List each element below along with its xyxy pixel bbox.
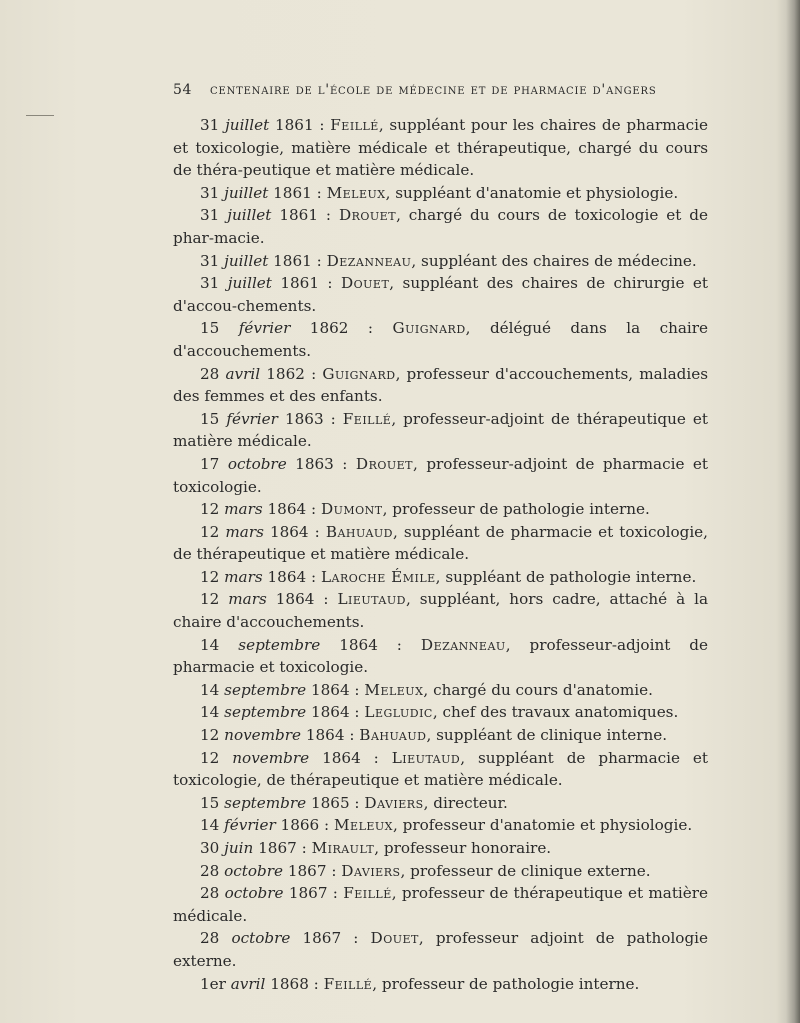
entry-year: 1861 bbox=[273, 251, 312, 270]
entry-month: février bbox=[226, 409, 278, 428]
entry-year: 1861 bbox=[280, 274, 319, 293]
entry-person-name: Drouet bbox=[338, 206, 397, 225]
entry-person-name: Feillé bbox=[343, 884, 392, 903]
entry-separator: : bbox=[326, 861, 342, 880]
entry-separator: : bbox=[317, 206, 339, 225]
chronology-entry bbox=[173, 973, 708, 996]
margin-mark bbox=[26, 115, 54, 116]
entry-description: , suppléant des chaires de chirurgie et d'accou-chements. bbox=[173, 274, 708, 315]
entry-separator: : bbox=[314, 590, 338, 609]
entry-month: octobre bbox=[227, 454, 287, 473]
entry-month: octobre bbox=[224, 861, 284, 880]
entry-year: 1864 bbox=[339, 635, 378, 654]
entry-month: mars bbox=[225, 522, 264, 541]
entry-description: , directeur. bbox=[423, 793, 508, 812]
entry-separator: : bbox=[341, 929, 371, 948]
entry-separator: : bbox=[296, 839, 312, 857]
chronology-entry bbox=[173, 588, 708, 633]
entry-year: 1868 bbox=[270, 974, 309, 993]
page-edge-shadow bbox=[786, 0, 800, 1023]
entry-year: 1866 bbox=[280, 816, 320, 835]
entry-person-name: Drouet bbox=[355, 454, 414, 473]
entry-day: 12 bbox=[200, 500, 220, 519]
entry-year: 1861 bbox=[273, 183, 312, 202]
chronology-entry bbox=[173, 272, 708, 317]
entry-description: , suppléant des chaires de médecine. bbox=[411, 251, 697, 270]
chronology-entry bbox=[173, 182, 708, 205]
entry-year: 1863 bbox=[284, 409, 324, 428]
entry-description: , professeur de pathologie interne. bbox=[382, 500, 650, 519]
entry-description: , professeur-adjoint de pharmacie et toxicologie. bbox=[173, 635, 708, 677]
entry-separator: : bbox=[360, 748, 392, 767]
entry-separator: : bbox=[349, 680, 365, 699]
chronology-entry bbox=[173, 566, 708, 589]
entry-person-name: Mirault bbox=[311, 839, 375, 857]
entry-person-name: Meleux bbox=[333, 816, 394, 835]
entry-day: 28 bbox=[200, 929, 220, 948]
entry-day: 14 bbox=[200, 703, 220, 722]
entry-month: juillet bbox=[227, 206, 272, 225]
entry-person-name: Douet bbox=[340, 274, 390, 293]
chronology-entry bbox=[173, 204, 708, 249]
entry-day: 1er bbox=[200, 974, 226, 993]
entry-year: 1864 bbox=[269, 522, 309, 541]
entry-day: 31 bbox=[200, 183, 220, 202]
entry-day: 14 bbox=[200, 816, 220, 835]
entry-person-name: Legludic bbox=[364, 703, 433, 722]
entry-month: février bbox=[238, 319, 291, 338]
entry-month: novembre bbox=[224, 726, 302, 745]
entry-month: avril bbox=[225, 364, 261, 383]
entry-day: 31 bbox=[200, 206, 220, 225]
entry-month: septembre bbox=[224, 703, 307, 722]
entry-person-name: Dezanneau bbox=[420, 635, 506, 654]
entry-year: 1861 bbox=[279, 206, 318, 225]
entry-month: novembre bbox=[232, 748, 310, 767]
entry-separator: : bbox=[306, 567, 321, 586]
entry-year: 1864 bbox=[322, 748, 361, 767]
entry-separator: : bbox=[306, 500, 321, 519]
chronology-entry bbox=[173, 814, 708, 837]
entry-day: 31 bbox=[200, 116, 220, 134]
entry-description: , chargé du cours de toxicologie et de phar-macie. bbox=[173, 206, 708, 247]
entry-year: 1867 bbox=[258, 839, 297, 857]
chronology-entry bbox=[173, 724, 708, 747]
entry-separator: : bbox=[313, 116, 331, 134]
entry-day: 28 bbox=[200, 364, 220, 383]
chronology-entry bbox=[173, 634, 708, 679]
chronology-entry bbox=[173, 882, 708, 927]
entry-person-name: Feillé bbox=[330, 116, 379, 134]
entry-description: , suppléant de clinique interne. bbox=[426, 726, 668, 745]
page-number: 54 bbox=[173, 82, 193, 98]
chronology-entry bbox=[173, 927, 708, 972]
page-header bbox=[173, 82, 708, 98]
entry-person-name: Dumont bbox=[320, 500, 383, 519]
entry-person-name: Bahuaud bbox=[359, 726, 427, 745]
entry-day: 12 bbox=[200, 590, 220, 609]
entry-separator: : bbox=[318, 274, 341, 293]
entry-day: 17 bbox=[200, 454, 220, 473]
entry-month: octobre bbox=[224, 884, 284, 903]
entry-person-name: Lieutaud bbox=[391, 748, 461, 767]
entry-month: mars bbox=[228, 590, 267, 609]
entry-month: février bbox=[224, 816, 276, 835]
entry-year: 1864 bbox=[275, 590, 315, 609]
entry-year: 1867 bbox=[302, 929, 342, 948]
entry-person-name: Guignard bbox=[322, 364, 396, 383]
chronology-entry bbox=[173, 837, 708, 860]
entry-person-name: Meleux bbox=[326, 183, 386, 202]
entry-separator: : bbox=[348, 319, 393, 338]
entry-description: , suppléant de pathologie interne. bbox=[435, 567, 697, 586]
entry-year: 1864 bbox=[267, 500, 307, 519]
entry-day: 15 bbox=[200, 793, 220, 812]
chronology-entry bbox=[173, 498, 708, 521]
entry-separator: : bbox=[377, 635, 421, 654]
entry-person-name: Guignard bbox=[392, 319, 466, 338]
entry-person-name: Laroche Émile bbox=[320, 567, 436, 586]
entry-person-name: Bahuaud bbox=[325, 522, 393, 541]
chronology-entry bbox=[173, 860, 708, 883]
entry-year: 1861 bbox=[274, 116, 314, 134]
entry-day: 12 bbox=[200, 748, 220, 767]
entry-person-name: Douet bbox=[370, 929, 419, 948]
entry-day: 28 bbox=[200, 884, 220, 903]
chronology-list bbox=[173, 114, 708, 995]
entry-day: 12 bbox=[200, 522, 220, 541]
entry-description: , professeur honoraire. bbox=[374, 839, 552, 857]
chronology-entry bbox=[173, 792, 708, 815]
entry-separator: : bbox=[308, 974, 324, 993]
entry-month: juillet bbox=[225, 116, 270, 134]
entry-month: septembre bbox=[238, 635, 321, 654]
entry-year: 1865 bbox=[310, 793, 350, 812]
entry-person-name: Daviers bbox=[341, 861, 401, 880]
entry-day: 31 bbox=[200, 251, 220, 270]
entry-person-name: Daviers bbox=[364, 793, 424, 812]
chronology-entry bbox=[173, 114, 708, 182]
entry-year: 1862 bbox=[309, 319, 349, 338]
chronology-entry bbox=[173, 317, 708, 362]
entry-month: octobre bbox=[231, 929, 291, 948]
entry-separator: : bbox=[319, 816, 334, 835]
entry-month: mars bbox=[224, 500, 263, 519]
entry-person-name: Feillé bbox=[342, 409, 392, 428]
entry-description: , professeur d'accouchements, maladies des femmes et des enfants. bbox=[173, 364, 709, 406]
entry-description: , professeur-adjoint de thérapeutique et matière médicale. bbox=[173, 409, 709, 451]
entry-description: , suppléant de pharmacie et toxicologie, de thérapeutique et matière médicale. bbox=[173, 522, 708, 564]
entry-description: , suppléant de pharmacie et toxicologie, de thérapeutique et matière médicale. bbox=[173, 748, 709, 790]
entry-year: 1863 bbox=[295, 454, 334, 473]
entry-month: juin bbox=[224, 839, 254, 857]
entry-day: 14 bbox=[200, 635, 220, 654]
entry-year: 1867 bbox=[288, 884, 328, 903]
entry-person-name: Lieutaud bbox=[337, 590, 406, 609]
entry-separator: : bbox=[308, 522, 326, 541]
entry-description: , professeur de pathologie interne. bbox=[372, 974, 640, 993]
entry-description: , chef des travaux anatomiques. bbox=[432, 703, 679, 722]
entry-year: 1864 bbox=[267, 567, 307, 586]
chronology-entry bbox=[173, 363, 708, 408]
chronology-entry bbox=[173, 747, 708, 792]
entry-separator: : bbox=[311, 251, 327, 270]
entry-year: 1864 bbox=[310, 703, 350, 722]
entry-month: mars bbox=[224, 567, 263, 586]
chronology-entry bbox=[173, 453, 708, 498]
running-title: centenaire de l'école de médecine et de pharmacie d'angers bbox=[210, 82, 657, 98]
entry-description: , suppléant pour les chaires de pharmacie et toxicologie, matière médicale et thérapeutique, chargé du cours de théra-peutique et matière médicale. bbox=[173, 116, 709, 180]
entry-separator: : bbox=[349, 793, 365, 812]
entry-person-name: Meleux bbox=[364, 680, 424, 699]
chronology-entry bbox=[173, 250, 708, 273]
entry-year: 1864 bbox=[305, 726, 345, 745]
entry-person-name: Feillé bbox=[323, 974, 373, 993]
entry-month: juillet bbox=[224, 183, 269, 202]
entry-separator: : bbox=[311, 183, 327, 202]
entry-year: 1867 bbox=[287, 861, 327, 880]
entry-day: 12 bbox=[200, 726, 220, 745]
entry-month: avril bbox=[230, 974, 266, 993]
entry-day: 30 bbox=[200, 839, 220, 857]
entry-person-name: Dezanneau bbox=[326, 251, 412, 270]
entry-separator: : bbox=[349, 703, 365, 722]
entry-description: , professeur adjoint de pathologie externe. bbox=[173, 929, 709, 970]
entry-separator: : bbox=[304, 364, 323, 383]
entry-separator: : bbox=[323, 409, 343, 428]
chronology-entry bbox=[173, 679, 708, 702]
entry-description: , délégué dans la chaire d'accouchements. bbox=[173, 319, 709, 360]
chronology-entry bbox=[173, 408, 708, 453]
entry-separator: : bbox=[333, 454, 356, 473]
entry-description: , professeur-adjoint de pharmacie et toxicologie. bbox=[173, 454, 709, 496]
entry-day: 14 bbox=[200, 680, 220, 699]
entry-day: 15 bbox=[200, 409, 220, 428]
entry-month: juillet bbox=[227, 274, 272, 293]
entry-description: , professeur d'anatomie et physiologie. bbox=[393, 816, 693, 835]
entry-description: , professeur de clinique externe. bbox=[400, 861, 651, 880]
entry-month: septembre bbox=[224, 793, 307, 812]
entry-description: , professeur de thérapeutique et matière médicale. bbox=[173, 884, 709, 925]
entry-day: 15 bbox=[200, 319, 220, 338]
entry-year: 1864 bbox=[310, 680, 350, 699]
entry-month: juillet bbox=[224, 251, 269, 270]
entry-day: 28 bbox=[200, 861, 220, 880]
entry-day: 12 bbox=[200, 567, 220, 586]
chronology-entry bbox=[173, 521, 708, 566]
chronology-entry bbox=[173, 701, 708, 724]
entry-month: septembre bbox=[224, 680, 307, 699]
entry-year: 1862 bbox=[266, 364, 305, 383]
entry-day: 31 bbox=[200, 274, 220, 293]
entry-description: , chargé du cours d'anatomie. bbox=[423, 680, 653, 699]
entry-separator: : bbox=[327, 884, 344, 903]
entry-separator: : bbox=[344, 726, 360, 745]
entry-description: , suppléant d'anatomie et physiologie. bbox=[385, 183, 679, 202]
entry-description: , suppléant, hors cadre, attaché à la chaire d'accouchements. bbox=[173, 590, 708, 632]
